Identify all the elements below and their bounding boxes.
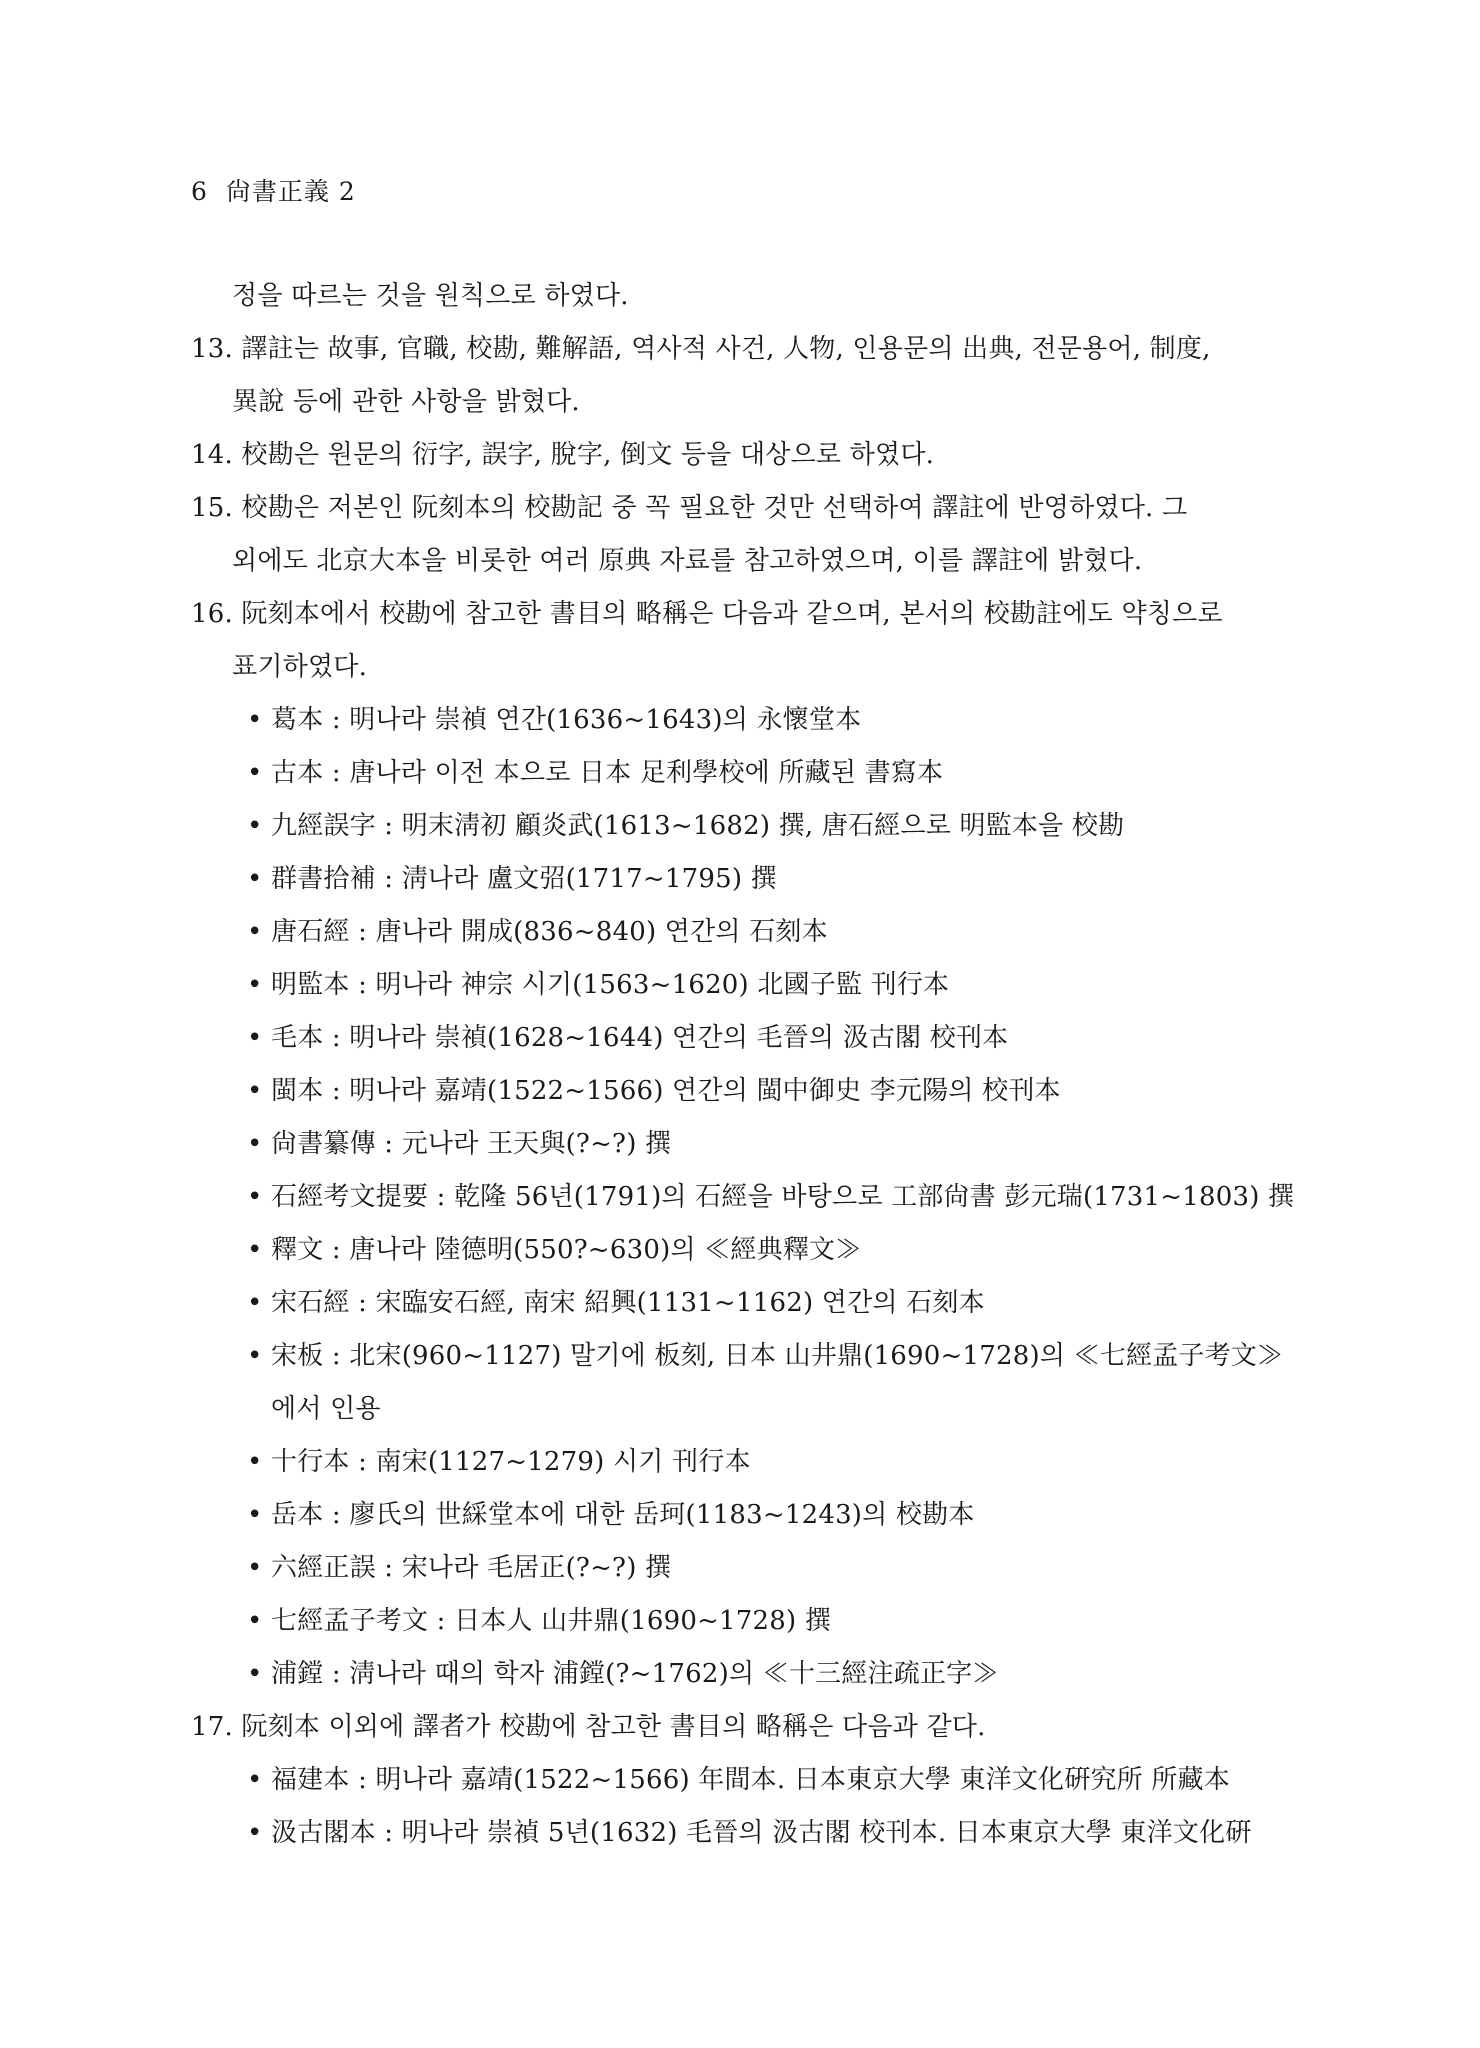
bullet-item [191,1012,1291,1065]
bullet-item [191,1489,1291,1542]
line-text: 尙書纂傳 : 元나라 王天與(?~?) 撰 [271,1129,672,1159]
line-text: 14. 校勘은 원문의 衍字, 誤字, 脫字, 倒文 등을 대상으로 하였다. [191,440,935,470]
line-text: 七經孟子考文 : 日本人 山井鼎(1690~1728) 撰 [271,1606,832,1636]
bullet-item [191,959,1291,1012]
line-text: 石經考文提要 : 乾隆 56년(1791)의 石經을 바탕으로 工部尙書 彭元瑞(1731~1803) 撰 [271,1182,1295,1212]
bullet-item [191,694,1291,747]
bullet-continuation-line [191,1383,1291,1436]
line-text: 표기하였다. [232,652,368,682]
bullet-icon: • [247,1765,263,1795]
bullet-icon: • [247,758,263,788]
bullet-item [191,906,1291,959]
line-text: 釋文 : 唐나라 陸德明(550?~630)의 ≪經典釋文≫ [271,1235,862,1265]
bullet-icon: • [247,1818,263,1848]
bullet-item [191,853,1291,906]
continuation-line [191,535,1291,588]
bullet-item [191,1542,1291,1595]
bullet-icon: • [247,811,263,841]
bullet-icon: • [247,1606,263,1636]
line-text: 異說 등에 관한 사항을 밝혔다. [232,387,580,417]
continuation-line [191,376,1291,429]
numbered-item-line [191,429,1291,482]
bullet-icon: • [247,1288,263,1318]
line-text: 宋板 : 北宋(960~1127) 말기에 板刻, 日本 山井鼎(1690~1728)의 ≪七經孟子考文≫ [271,1341,1284,1371]
numbered-item-line [191,588,1291,641]
bullet-icon: • [247,917,263,947]
bullet-icon: • [247,1500,263,1530]
page-number: 6 [191,177,208,206]
line-text: 汲古閣本 : 明나라 崇禎 5년(1632) 毛晉의 汲古閣 校刊本. 日本東京大學 東洋文化硏 [271,1818,1252,1848]
book-title: 尙書正義 2 [225,177,356,206]
numbered-item-line [191,482,1291,535]
bullet-item [191,800,1291,853]
line-text: 岳本 : 廖氏의 世綵堂本에 대한 岳珂(1183~1243)의 校勘本 [271,1500,975,1530]
bullet-icon: • [247,1341,263,1371]
line-text: 浦鏜 : 淸나라 때의 학자 浦鏜(?~1762)의 ≪十三經注疏正字≫ [271,1659,999,1689]
line-text: 葛本 : 明나라 崇禎 연간(1636~1643)의 永懷堂本 [271,705,862,735]
bullet-icon: • [247,1659,263,1689]
bullet-icon: • [247,705,263,735]
numbered-item-line [191,323,1291,376]
bullet-item [191,1648,1291,1701]
bullet-item [191,1595,1291,1648]
bullet-icon: • [247,1076,263,1106]
bullet-icon: • [247,1129,263,1159]
bullet-icon: • [247,1182,263,1212]
bullet-icon: • [247,1553,263,1583]
bullet-icon: • [247,1023,263,1053]
bullet-item [191,1436,1291,1489]
line-text: 唐石經 : 唐나라 開成(836~840) 연간의 石刻本 [271,917,828,947]
bullet-item [191,1118,1291,1171]
bullet-item [191,1277,1291,1330]
body-text [191,270,1295,1860]
line-text: 六經正誤 : 宋나라 毛居正(?~?) 撰 [271,1553,672,1583]
bullet-icon: • [247,1447,263,1477]
line-text: 정을 따르는 것을 원칙으로 하였다. [232,281,629,311]
bullet-item [191,1065,1291,1118]
numbered-item-line [191,1701,1291,1754]
bullet-item [191,1807,1291,1860]
bullet-item [191,1171,1295,1224]
continuation-line [191,641,1291,694]
line-text: 明監本 : 明나라 神宗 시기(1563~1620) 北國子監 刊行本 [271,970,950,1000]
line-text: 群書拾補 : 淸나라 盧文弨(1717~1795) 撰 [271,864,777,894]
line-text: 古本 : 唐나라 이전 本으로 日本 足利學校에 所藏된 書寫本 [271,758,944,788]
line-text: 16. 阮刻本에서 校勘에 참고한 書目의 略稱은 다음과 같으며, 본서의 校勘註에도 약칭으로 [191,599,1223,629]
bullet-icon: • [247,864,263,894]
line-text: 九經誤字 : 明末淸初 顧炎武(1613~1682) 撰, 唐石經으로 明監本을 校勘 [271,811,1125,841]
bullet-icon: • [247,970,263,1000]
line-text: 宋石經 : 宋臨安石經, 南宋 紹興(1131~1162) 연간의 石刻本 [271,1288,985,1318]
bullet-icon: • [247,1235,263,1265]
continuation-line [191,270,1291,323]
bullet-item [191,1224,1291,1277]
bullet-item [191,1754,1291,1807]
bullet-item [191,747,1291,800]
line-text: 13. 譯註는 故事, 官職, 校勘, 難解語, 역사적 사건, 人物, 인용문의 出典, 전문용어, 制度, [191,334,1211,364]
line-text: 17. 阮刻本 이외에 譯者가 校勘에 참고한 書目의 略稱은 다음과 같다. [191,1712,986,1742]
line-text: 에서 인용 [271,1394,381,1424]
running-head [191,172,356,212]
line-text: 외에도 北京大本을 비롯한 여러 原典 자료를 참고하였으며, 이를 譯註에 밝혔다. [232,546,1143,576]
line-text: 十行本 : 南宋(1127~1279) 시기 刊行本 [271,1447,751,1477]
line-text: 15. 校勘은 저본인 阮刻本의 校勘記 중 꼭 필요한 것만 선택하여 譯註에 반영하였다. 그 [191,493,1188,523]
bullet-item [191,1330,1291,1383]
line-text: 福建本 : 明나라 嘉靖(1522~1566) 年間本. 日本東京大學 東洋文化硏究所 所藏本 [271,1765,1230,1795]
line-text: 毛本 : 明나라 崇禎(1628~1644) 연간의 毛晉의 汲古閣 校刊本 [271,1023,1009,1053]
line-text: 閩本 : 明나라 嘉靖(1522~1566) 연간의 閩中御史 李元陽의 校刊本 [271,1076,1061,1106]
